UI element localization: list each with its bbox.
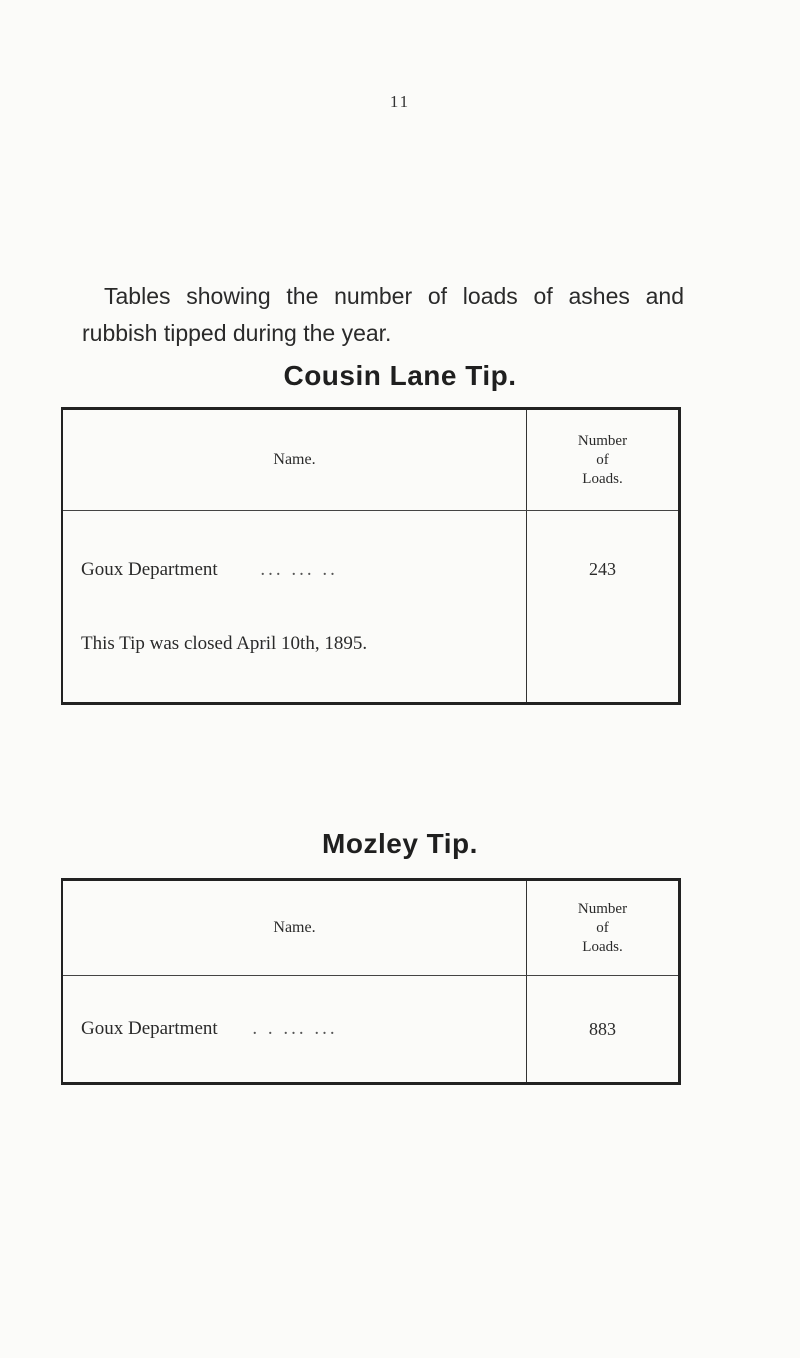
page-number: 11 (389, 92, 411, 111)
intro-paragraph (82, 278, 684, 352)
row-name-cell (62, 976, 527, 1084)
loads-header-line-1: Number (577, 432, 628, 449)
table-row (62, 511, 680, 629)
table-row (62, 976, 680, 1084)
intro-line-2: rubbish tipped during the year. (82, 320, 392, 346)
row-name: Goux Department (81, 558, 218, 580)
dot-leader: . . ... ... (252, 1018, 338, 1039)
column-header-loads (527, 880, 680, 976)
table-row-note (62, 629, 680, 704)
loads-header-line-2: of (596, 451, 609, 468)
loads-header-line-3: Loads. (582, 938, 623, 955)
section-title-cousin-lane: Cousin Lane Tip. (283, 360, 517, 391)
empty-loads-cell (527, 629, 680, 704)
closing-note: This Tip was closed April 10th, 1895. (62, 629, 527, 704)
column-header-loads (527, 409, 680, 511)
loads-header-line-1: Number (577, 900, 628, 917)
intro-line-1: Tables showing the number of loads of ashes and (104, 283, 684, 309)
column-header-name: Name. (62, 409, 527, 511)
row-loads-value: 883 (527, 976, 680, 1084)
dot-leader: ... ... .. (260, 558, 338, 580)
cousin-lane-table (61, 407, 681, 705)
loads-header-line-3: Loads. (582, 470, 623, 487)
row-name: Goux Department (81, 1018, 218, 1039)
mozley-table (61, 878, 681, 1085)
row-name-cell (62, 511, 527, 629)
row-loads-value: 243 (527, 511, 680, 629)
column-header-name: Name. (62, 880, 527, 976)
section-title-mozley: Mozley Tip. (322, 828, 478, 859)
loads-header-line-2: of (596, 919, 609, 936)
